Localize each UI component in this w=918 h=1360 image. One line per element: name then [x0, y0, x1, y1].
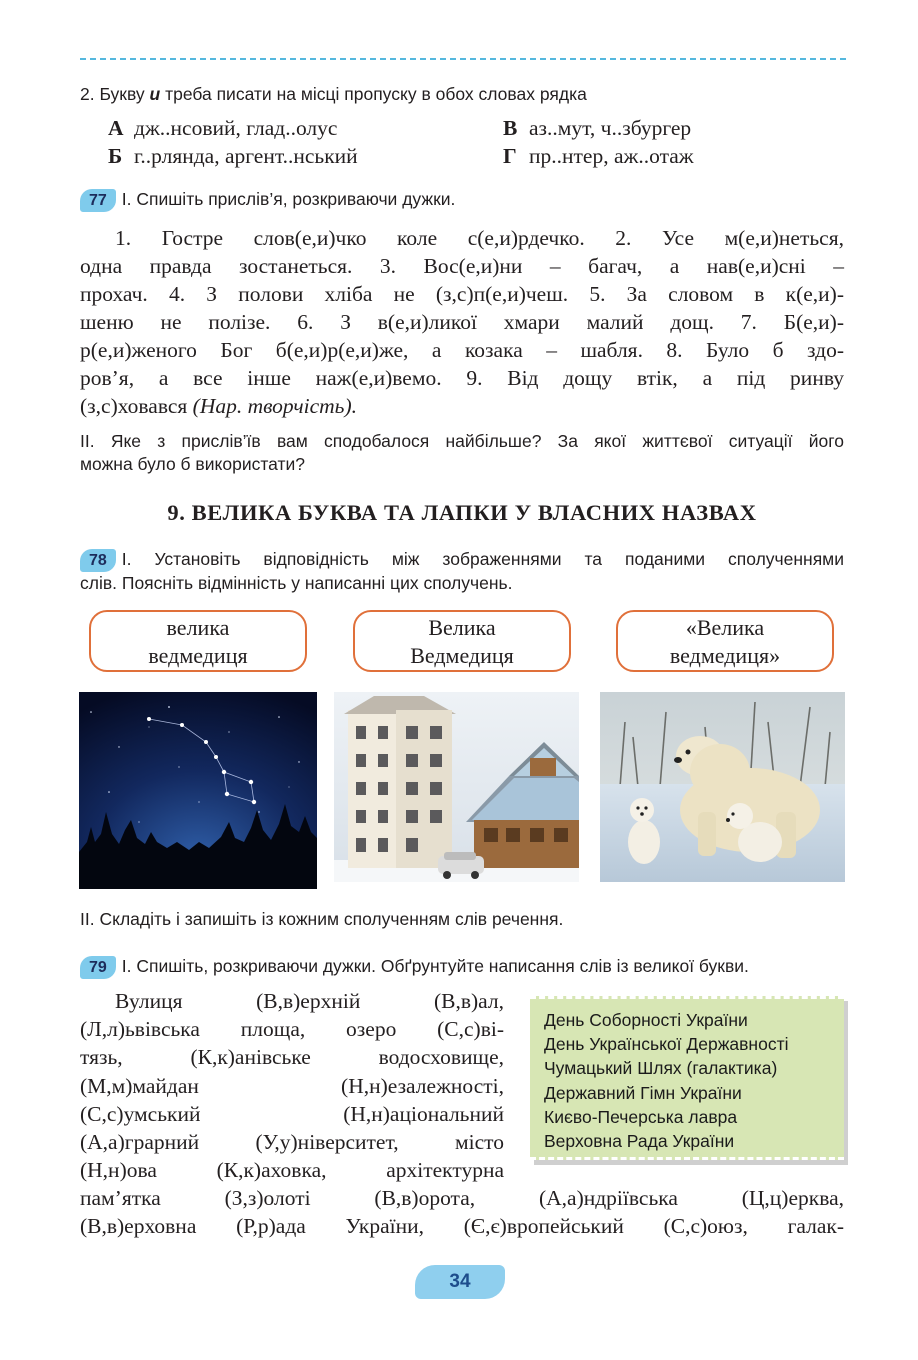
text-line: (М,м)майдан (Н,н)езалежності, — [80, 1073, 504, 1098]
proverb-line: одна правда зостанеться. 3. Вос(е,и)ни – багач, а нав(е,и)сні – — [80, 254, 844, 278]
ex77-task2: ІІ. Яке з прислів’їв вам сподобалося найбільше? За якої життєвої ситуації його можна було б використати? — [80, 431, 844, 474]
ex78-task2: ІІ. Складіть і запишіть із кожним сполученням слів речення. — [80, 909, 564, 929]
text-line: тязь, (К,к)анівське водосховище, — [80, 1045, 504, 1070]
proverb-line: 1. Гостре слов(е,и)чко коле с(е,и)рдечко. 2. Усе м(е,и)неться, — [115, 226, 844, 250]
proper-names-box — [530, 996, 844, 1160]
exercise-number-badge: 78 — [80, 549, 116, 572]
exercise-number-badge: 77 — [80, 189, 116, 212]
box-item: Києво-Печерська лавра — [544, 1106, 738, 1127]
ex78-task1: 78 І. Установіть відповідність між зображеннями та поданими сполученнями слів. Поясніть відмінність у написанні цих сполучень. — [80, 549, 844, 593]
text-line: (Л,л)ьвівська площа, озеро (С,с)ві- — [80, 1017, 504, 1042]
box-item: День Української Державності — [544, 1034, 789, 1055]
phrase-box-lowercase: велика ведмедиця — [89, 610, 307, 672]
exercise-number-badge: 79 — [80, 956, 116, 979]
top-dashed-divider — [80, 58, 846, 60]
box-item: Чумацький Шлях (галактика) — [544, 1058, 778, 1079]
polar-bears-image — [600, 692, 845, 882]
hotel-building-image — [334, 692, 579, 882]
ex77-task1: 77 І. Спишіть прислів’я, розкриваючи дужки. — [80, 188, 455, 212]
section-title: 9. ВЕЛИКА БУКВА ТА ЛАПКИ У ВЛАСНИХ НАЗВАХ — [167, 500, 757, 525]
text-line: Вулиця (В,в)ерхній (В,в)ал, — [115, 989, 504, 1013]
box-item: День Соборності України — [544, 1010, 748, 1030]
night-sky-constellation-image — [79, 692, 317, 889]
ex79-text-full — [80, 1184, 844, 1240]
box-item: Верховна Рада України — [544, 1131, 735, 1152]
ex79-task1: 79 І. Спишіть, розкриваючи дужки. Обґрунтуйте написання слів із великої букви. — [80, 955, 749, 979]
text-line: (С,с)умський (Н,н)аціональний — [80, 1101, 504, 1126]
proverb-line: шеню не полізе. 6. З в(е,и)ликої хмари малий дощ. 7. Б(е,и)- — [80, 310, 844, 334]
phrase-box-capitalized: Велика Ведмедиця — [353, 610, 571, 672]
text-line: (Н,н)ова (К,к)аховка, архітектурна — [80, 1158, 504, 1183]
q2-option-b: Б г..рлянда, аргент..нський — [108, 144, 358, 168]
box-item: Державний Гімн України — [544, 1082, 742, 1103]
text-line: (В,в)ерховна (Р,р)ада України, (Є,є)вропейський (С,с)оюз, галак- — [80, 1214, 844, 1239]
q2-option-v: В аз..мут, ч..збургер — [503, 116, 692, 140]
proverb-line: (з,с)ховався (Нар. творчість). — [80, 394, 358, 418]
text-line: (А,а)грарний (У,у)ніверситет, місто — [80, 1130, 504, 1155]
proverb-line: прохач. 4. З полови хліба не (з,с)п(е,и)чеш. 5. За словом в к(е,и)- — [80, 282, 844, 306]
ex79-text-left — [80, 987, 504, 1184]
page-number: 34 — [415, 1265, 505, 1299]
q2-prompt: 2. Букву и треба писати на місці пропуску в обох словах рядка — [80, 84, 587, 104]
phrase-box-quoted: «Велика ведмедиця» — [616, 610, 834, 672]
q2-option-a: А дж..нсовий, глад..олус — [108, 116, 338, 140]
ex77-proverbs — [80, 224, 844, 420]
text-line: пам’ятка (З,з)олоті (В,в)орота, (А,а)ндріївська (Ц,ц)ерква, — [80, 1186, 844, 1210]
proverb-line: р(е,и)женого Бог б(е,и)р(е,и)же, а козака – шабля. 8. Було б здо- — [80, 338, 844, 362]
q2-option-g: Г пр..нтер, аж..отаж — [503, 144, 694, 168]
proverb-line: ров’я, а все інше наж(е,и)вемо. 9. Від дощу втік, а під ринву — [80, 366, 844, 390]
